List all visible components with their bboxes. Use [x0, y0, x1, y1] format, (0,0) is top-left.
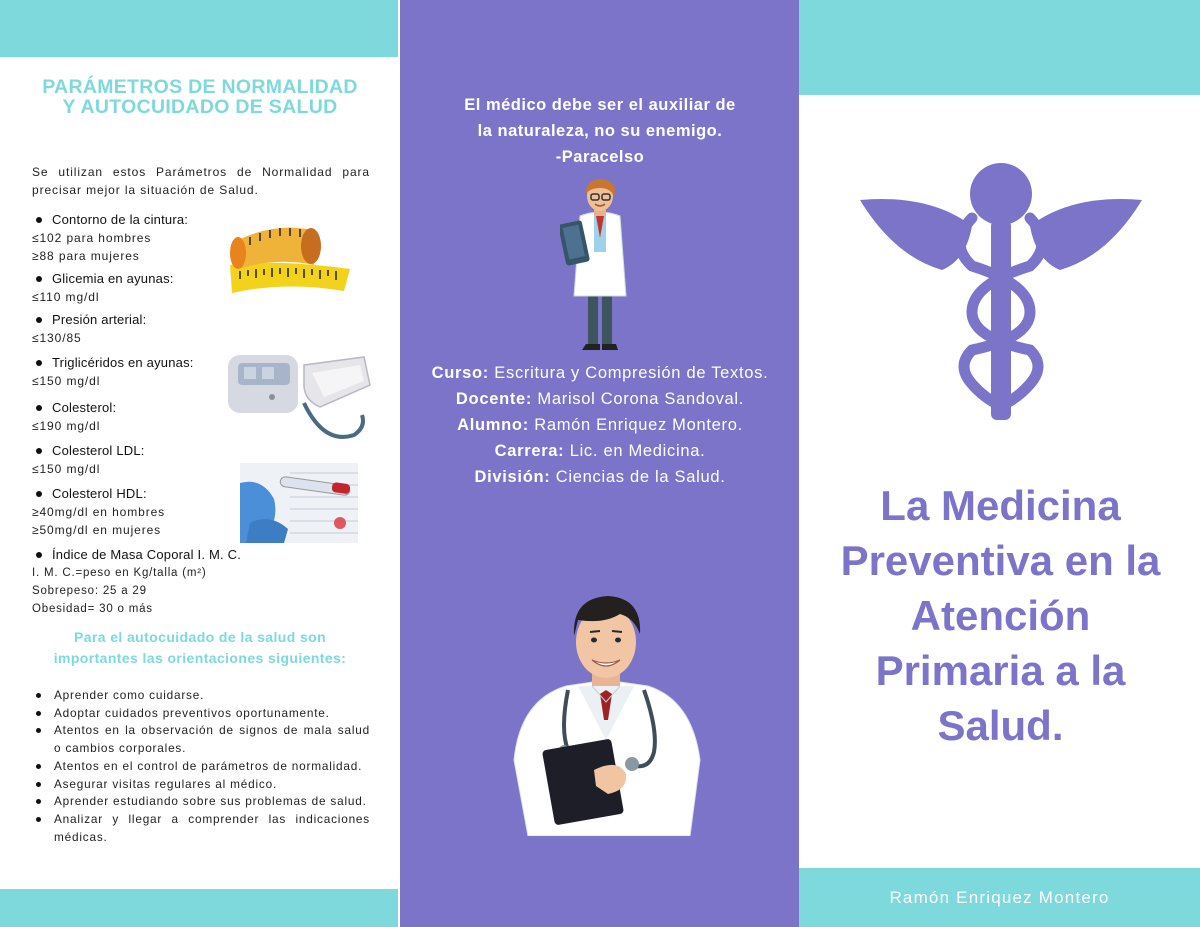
orientations-list [32, 687, 370, 846]
doctor-small-illustration [560, 176, 640, 352]
teacher-value: Marisol Corona Sandoval. [537, 390, 745, 408]
param-value: ≤102 para hombres [32, 231, 152, 245]
param-name: Colesterol: [32, 399, 242, 417]
teacher-label: Docente: [455, 390, 533, 408]
course-line [420, 360, 780, 386]
quote [420, 92, 780, 170]
param-value: ≤150 mg/dl [32, 462, 101, 476]
division-line [420, 464, 780, 490]
param-name: Contorno de la cintura: [32, 211, 242, 229]
middle-panel [400, 0, 799, 927]
footer-author: Ramón Enriquez Montero [889, 888, 1110, 907]
course-value: Escritura y Compresión de Textos. [494, 364, 769, 382]
param-cholesterol [32, 399, 242, 435]
career-line [420, 438, 780, 464]
list-item: Analizar y llegar a comprender las indicaciones médicas. [32, 811, 370, 846]
student-label: Alumno: [457, 416, 529, 434]
bmi-obesity: Obesidad= 30 o más [32, 603, 153, 615]
param-value: ≥50mg/dl en mujeres [32, 523, 162, 537]
param-value: ≤150 mg/dl [32, 374, 101, 388]
param-name: Triglicéridos en ayunas: [32, 354, 242, 372]
student-line [420, 412, 780, 438]
brochure-title: La Medicina Preventiva en la Atención Primaria a la Salud. [840, 482, 1161, 749]
doctor-large-illustration [508, 590, 704, 836]
orientations-title: Para el autocuidado de la salud son importantes las orientaciones siguientes: [53, 629, 347, 666]
right-top-bar [799, 0, 1200, 95]
quote-line: la naturaleza, no su enemigo. [477, 122, 723, 140]
list-item: Aprender estudiando sobre sus problemas de salud. [32, 793, 370, 811]
bmi-overweight: Sobrepeso: 25 a 29 [32, 585, 147, 597]
param-value: ≥88 para mujeres [32, 249, 140, 263]
quote-line: El médico debe ser el auxiliar de [464, 96, 736, 114]
list-item: Aprender como cuidarse. [32, 687, 370, 705]
caduceus-icon [860, 160, 1142, 426]
param-triglycerides [32, 354, 242, 390]
career-label: Carrera: [494, 442, 565, 460]
division-value: Ciencias de la Salud. [555, 468, 726, 486]
quote-author: -Paracelso [555, 148, 645, 166]
param-name: Colesterol HDL: [32, 485, 242, 503]
param-value: ≤130/85 [32, 331, 82, 345]
bmi-formula: I. M. C.=peso en Kg/talla (m²) [32, 567, 207, 579]
career-value: Lic. en Medicina. [569, 442, 706, 460]
student-value: Ramón Enriquez Montero. [534, 416, 743, 434]
param-ldl [32, 442, 242, 478]
division-label: División: [474, 468, 551, 486]
param-glucose [32, 270, 242, 306]
left-panel [0, 57, 398, 889]
list-item: Asegurar visitas regulares al médico. [32, 776, 370, 794]
course-label: Curso: [431, 364, 489, 382]
left-top-bar [0, 0, 398, 57]
list-item: Atentos en la observación de signos de mala salud o cambios corporales. [32, 722, 370, 757]
course-info [420, 360, 780, 490]
param-waist [32, 211, 242, 265]
teacher-line [420, 386, 780, 412]
param-name: Presión arterial: [32, 311, 242, 329]
parameters-title: PARÁMETROS DE NORMALIDAD Y AUTOCUIDADO DE SALUD [42, 76, 358, 118]
param-name: Índice de Masa Coporal I. M. C. [32, 546, 332, 564]
blood-test-icon [240, 463, 358, 543]
param-value: ≤110 mg/dl [32, 290, 100, 304]
param-blood-pressure [32, 311, 242, 347]
parameters-intro: Se utilizan estos Parámetros de Normalidad para precisar mejor la situación de Salud. [32, 165, 370, 197]
param-value: ≤190 mg/dl [32, 419, 101, 433]
param-bmi [32, 546, 332, 564]
param-name: Glicemia en ayunas: [32, 270, 242, 288]
list-item: Adoptar cuidados preventivos oportunamente. [32, 705, 370, 723]
list-item: Atentos en el control de parámetros de normalidad. [32, 758, 370, 776]
left-bottom-bar [0, 889, 398, 927]
param-value: ≥40mg/dl en hombres [32, 505, 166, 519]
blood-pressure-monitor-icon [224, 345, 374, 445]
param-hdl [32, 485, 242, 539]
param-name: Colesterol LDL: [32, 442, 242, 460]
measuring-tape-icon [226, 221, 356, 301]
